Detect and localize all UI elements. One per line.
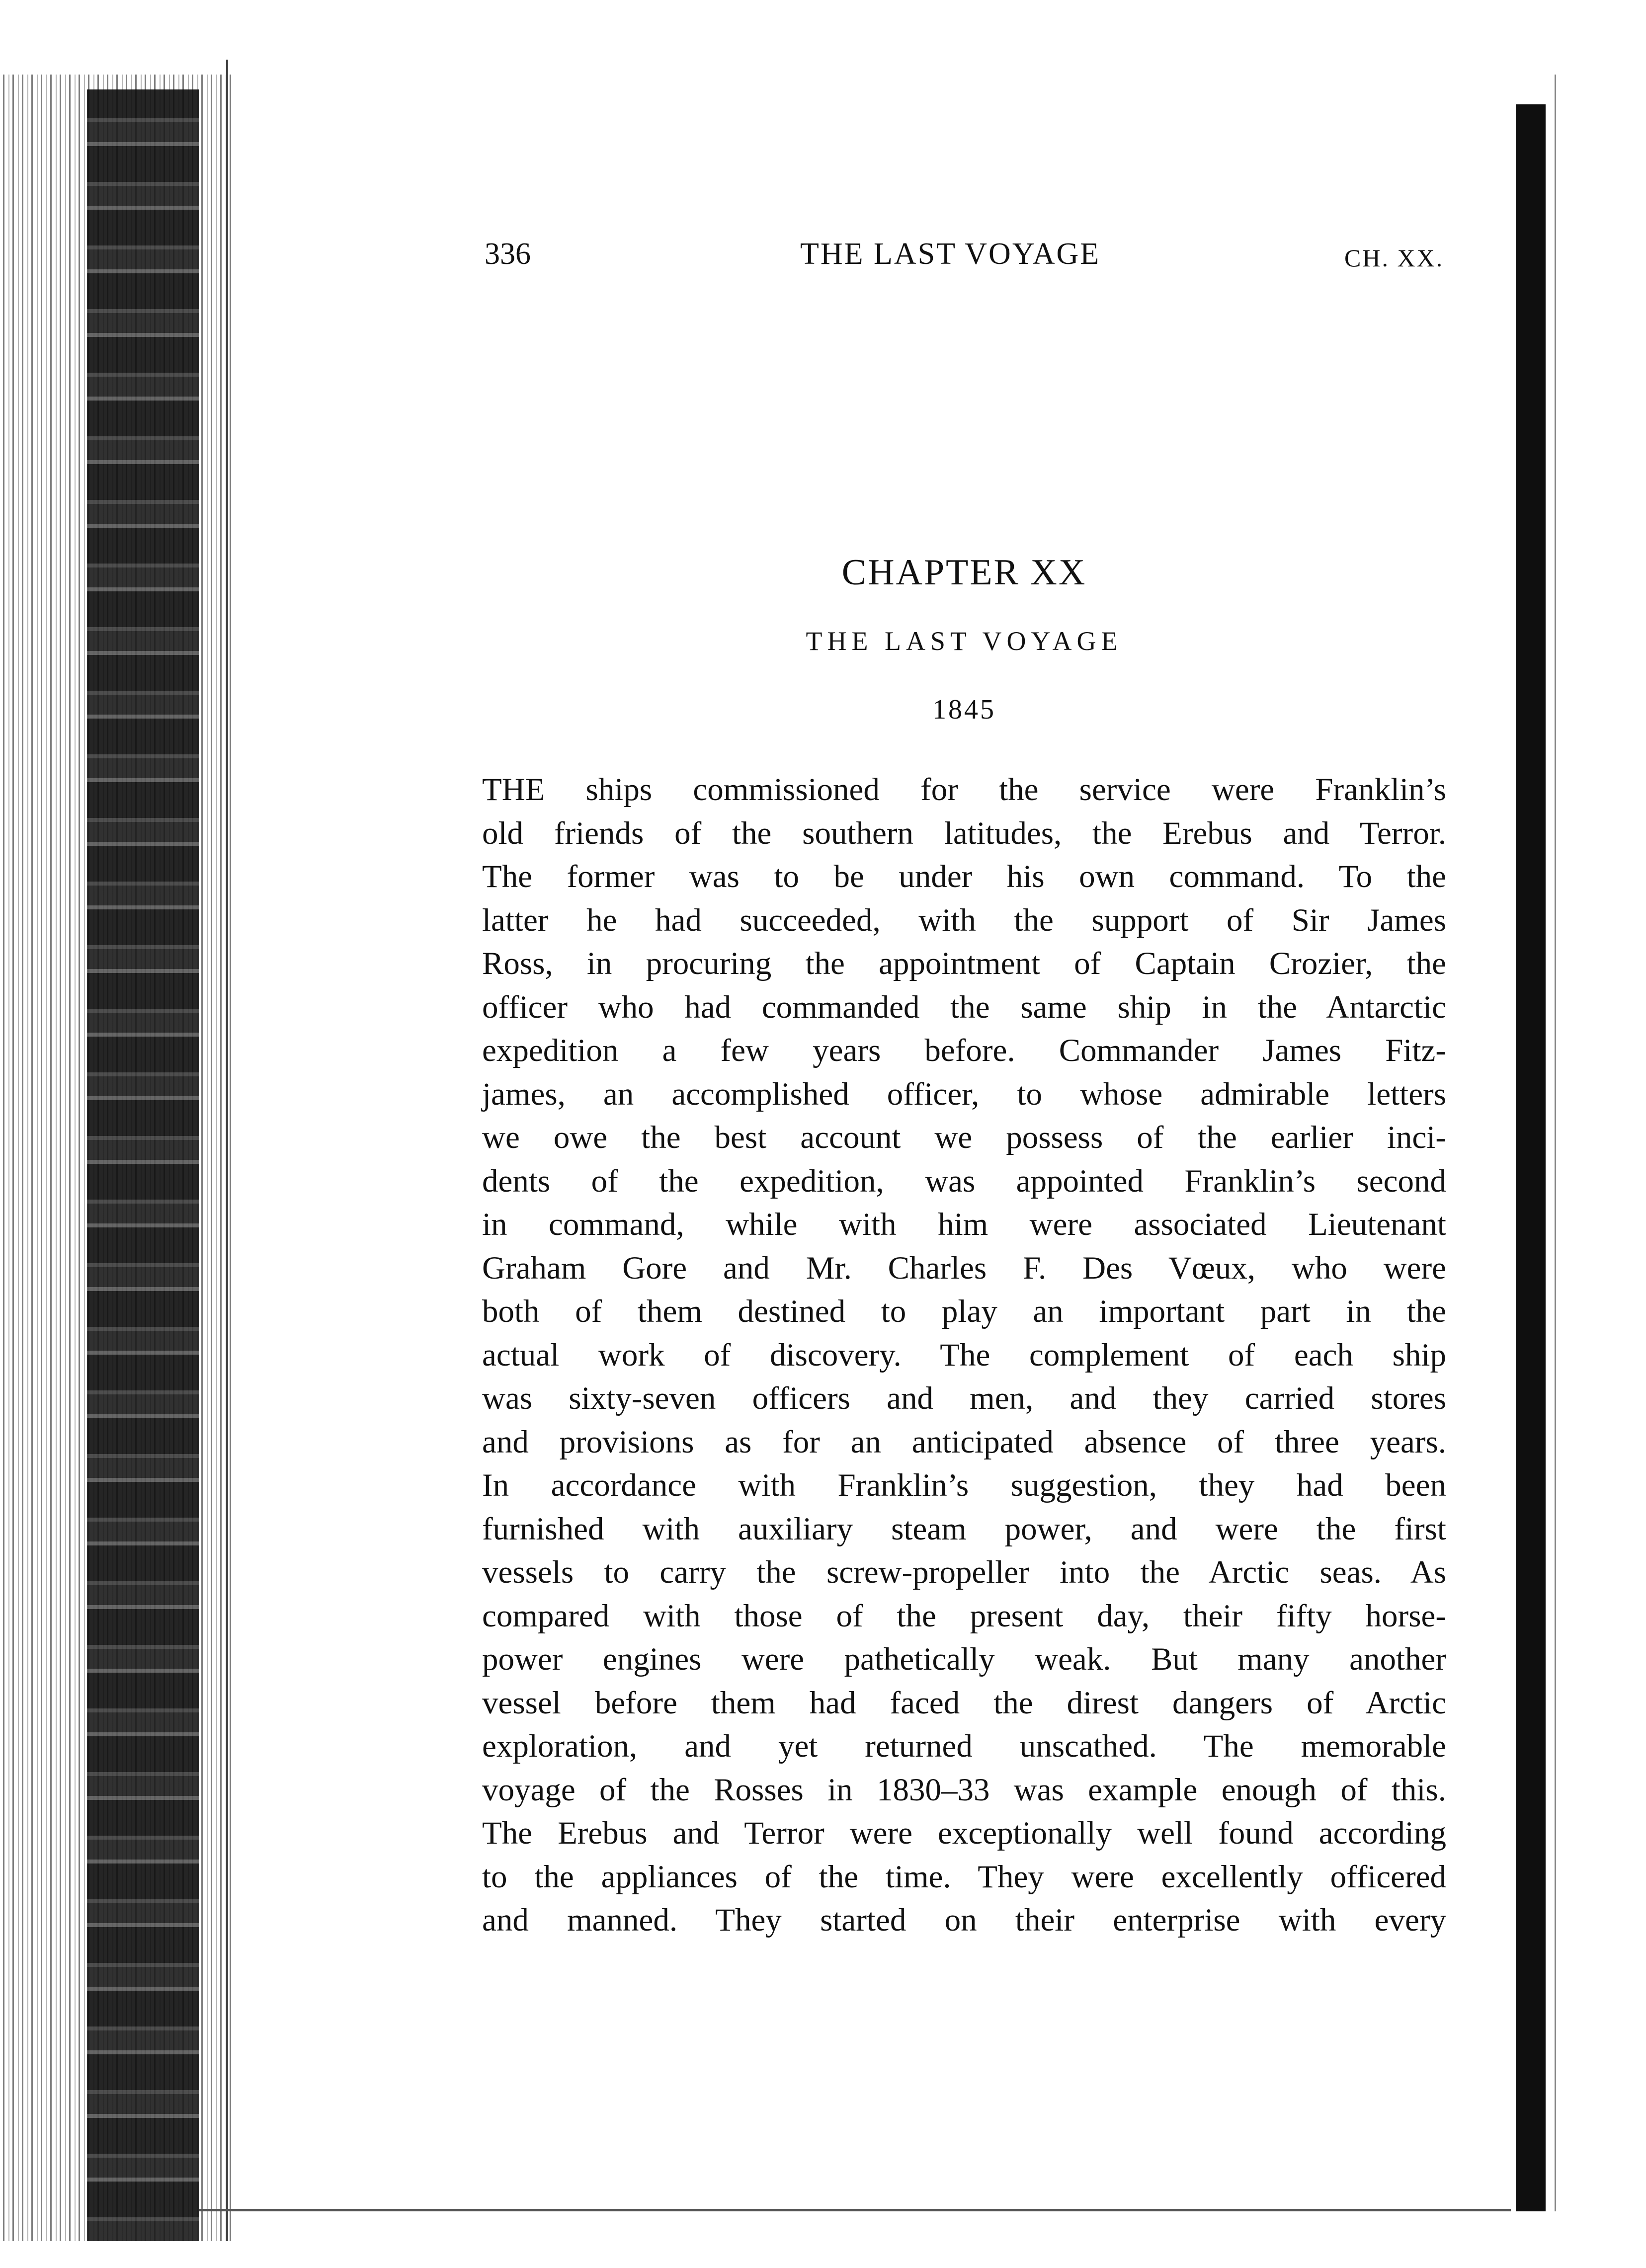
text-line: to the appliances of the time. They were excellently officered bbox=[482, 1859, 1446, 1895]
text-line: and provisions as for an anticipated absence of three years. bbox=[482, 1424, 1446, 1460]
text-line: compared with those of the present day, their fifty horse- bbox=[482, 1598, 1446, 1634]
binding-shadow bbox=[87, 89, 199, 2241]
text-line: and manned. They started on their enterprise with every bbox=[482, 1902, 1446, 1938]
text-line: james, an accomplished officer, to whose admirable letters bbox=[482, 1076, 1446, 1112]
chapter-subtitle: THE LAST VOYAGE bbox=[806, 626, 1123, 656]
text-line: vessels to carry the screw-propeller into the Arctic seas. As bbox=[482, 1554, 1446, 1590]
text-line: expedition a few years before. Commander James Fitz- bbox=[482, 1033, 1446, 1068]
text-line: power engines were pathetically weak. But many another bbox=[482, 1641, 1446, 1677]
text-line: Graham Gore and Mr. Charles F. Des Vœux, who were bbox=[482, 1250, 1446, 1286]
text-line: latter he had succeeded, with the support of Sir James bbox=[482, 902, 1446, 938]
text-line: dents of the expedition, was appointed Franklin’s second bbox=[482, 1163, 1446, 1199]
text-line: we owe the best account we possess of the earlier inci- bbox=[482, 1120, 1446, 1155]
text-line: Ross, in procuring the appointment of Captain Crozier, the bbox=[482, 946, 1446, 981]
text-line: officer who had commanded the same ship in the Antarctic bbox=[482, 989, 1446, 1025]
text-line: vessel before them had faced the direst dangers of Arctic bbox=[482, 1685, 1446, 1721]
text-line: actual work of discovery. The complement of each ship bbox=[482, 1337, 1446, 1373]
text-line: THE ships commissioned for the service were Franklin’s bbox=[482, 772, 1446, 808]
text-line: exploration, and yet returned unscathed. The memorable bbox=[482, 1728, 1446, 1764]
text-line: old friends of the southern latitudes, the Erebus and Terror. bbox=[482, 815, 1446, 851]
chapter-heading: CHAPTER XX bbox=[841, 552, 1087, 593]
right-page-edge bbox=[1516, 104, 1546, 2211]
text-line: was sixty-seven officers and men, and they carried stores bbox=[482, 1380, 1446, 1416]
text-line: voyage of the Rosses in 1830–33 was example enough of this. bbox=[482, 1772, 1446, 1808]
chapter-reference: CH. XX. bbox=[1344, 244, 1444, 272]
text-line: The former was to be under his own command. To the bbox=[482, 859, 1446, 894]
page-bottom-edge bbox=[199, 2209, 1511, 2211]
page-edge-line bbox=[226, 60, 228, 2241]
text-line: In accordance with Franklin’s suggestion, they had been bbox=[482, 1467, 1446, 1503]
chapter-year: 1845 bbox=[932, 694, 996, 725]
text-line: in command, while with him were associated Lieutenant bbox=[482, 1207, 1446, 1242]
running-title: THE LAST VOYAGE bbox=[800, 237, 1101, 271]
text-line: both of them destined to play an important part in the bbox=[482, 1294, 1446, 1329]
text-line: furnished with auxiliary steam power, and were the first bbox=[482, 1511, 1446, 1547]
page-number: 336 bbox=[485, 237, 531, 271]
body-paragraph bbox=[482, 768, 1446, 1943]
right-edge-line bbox=[1555, 75, 1556, 2211]
text-line: The Erebus and Terror were exceptionally well found according bbox=[482, 1815, 1446, 1851]
